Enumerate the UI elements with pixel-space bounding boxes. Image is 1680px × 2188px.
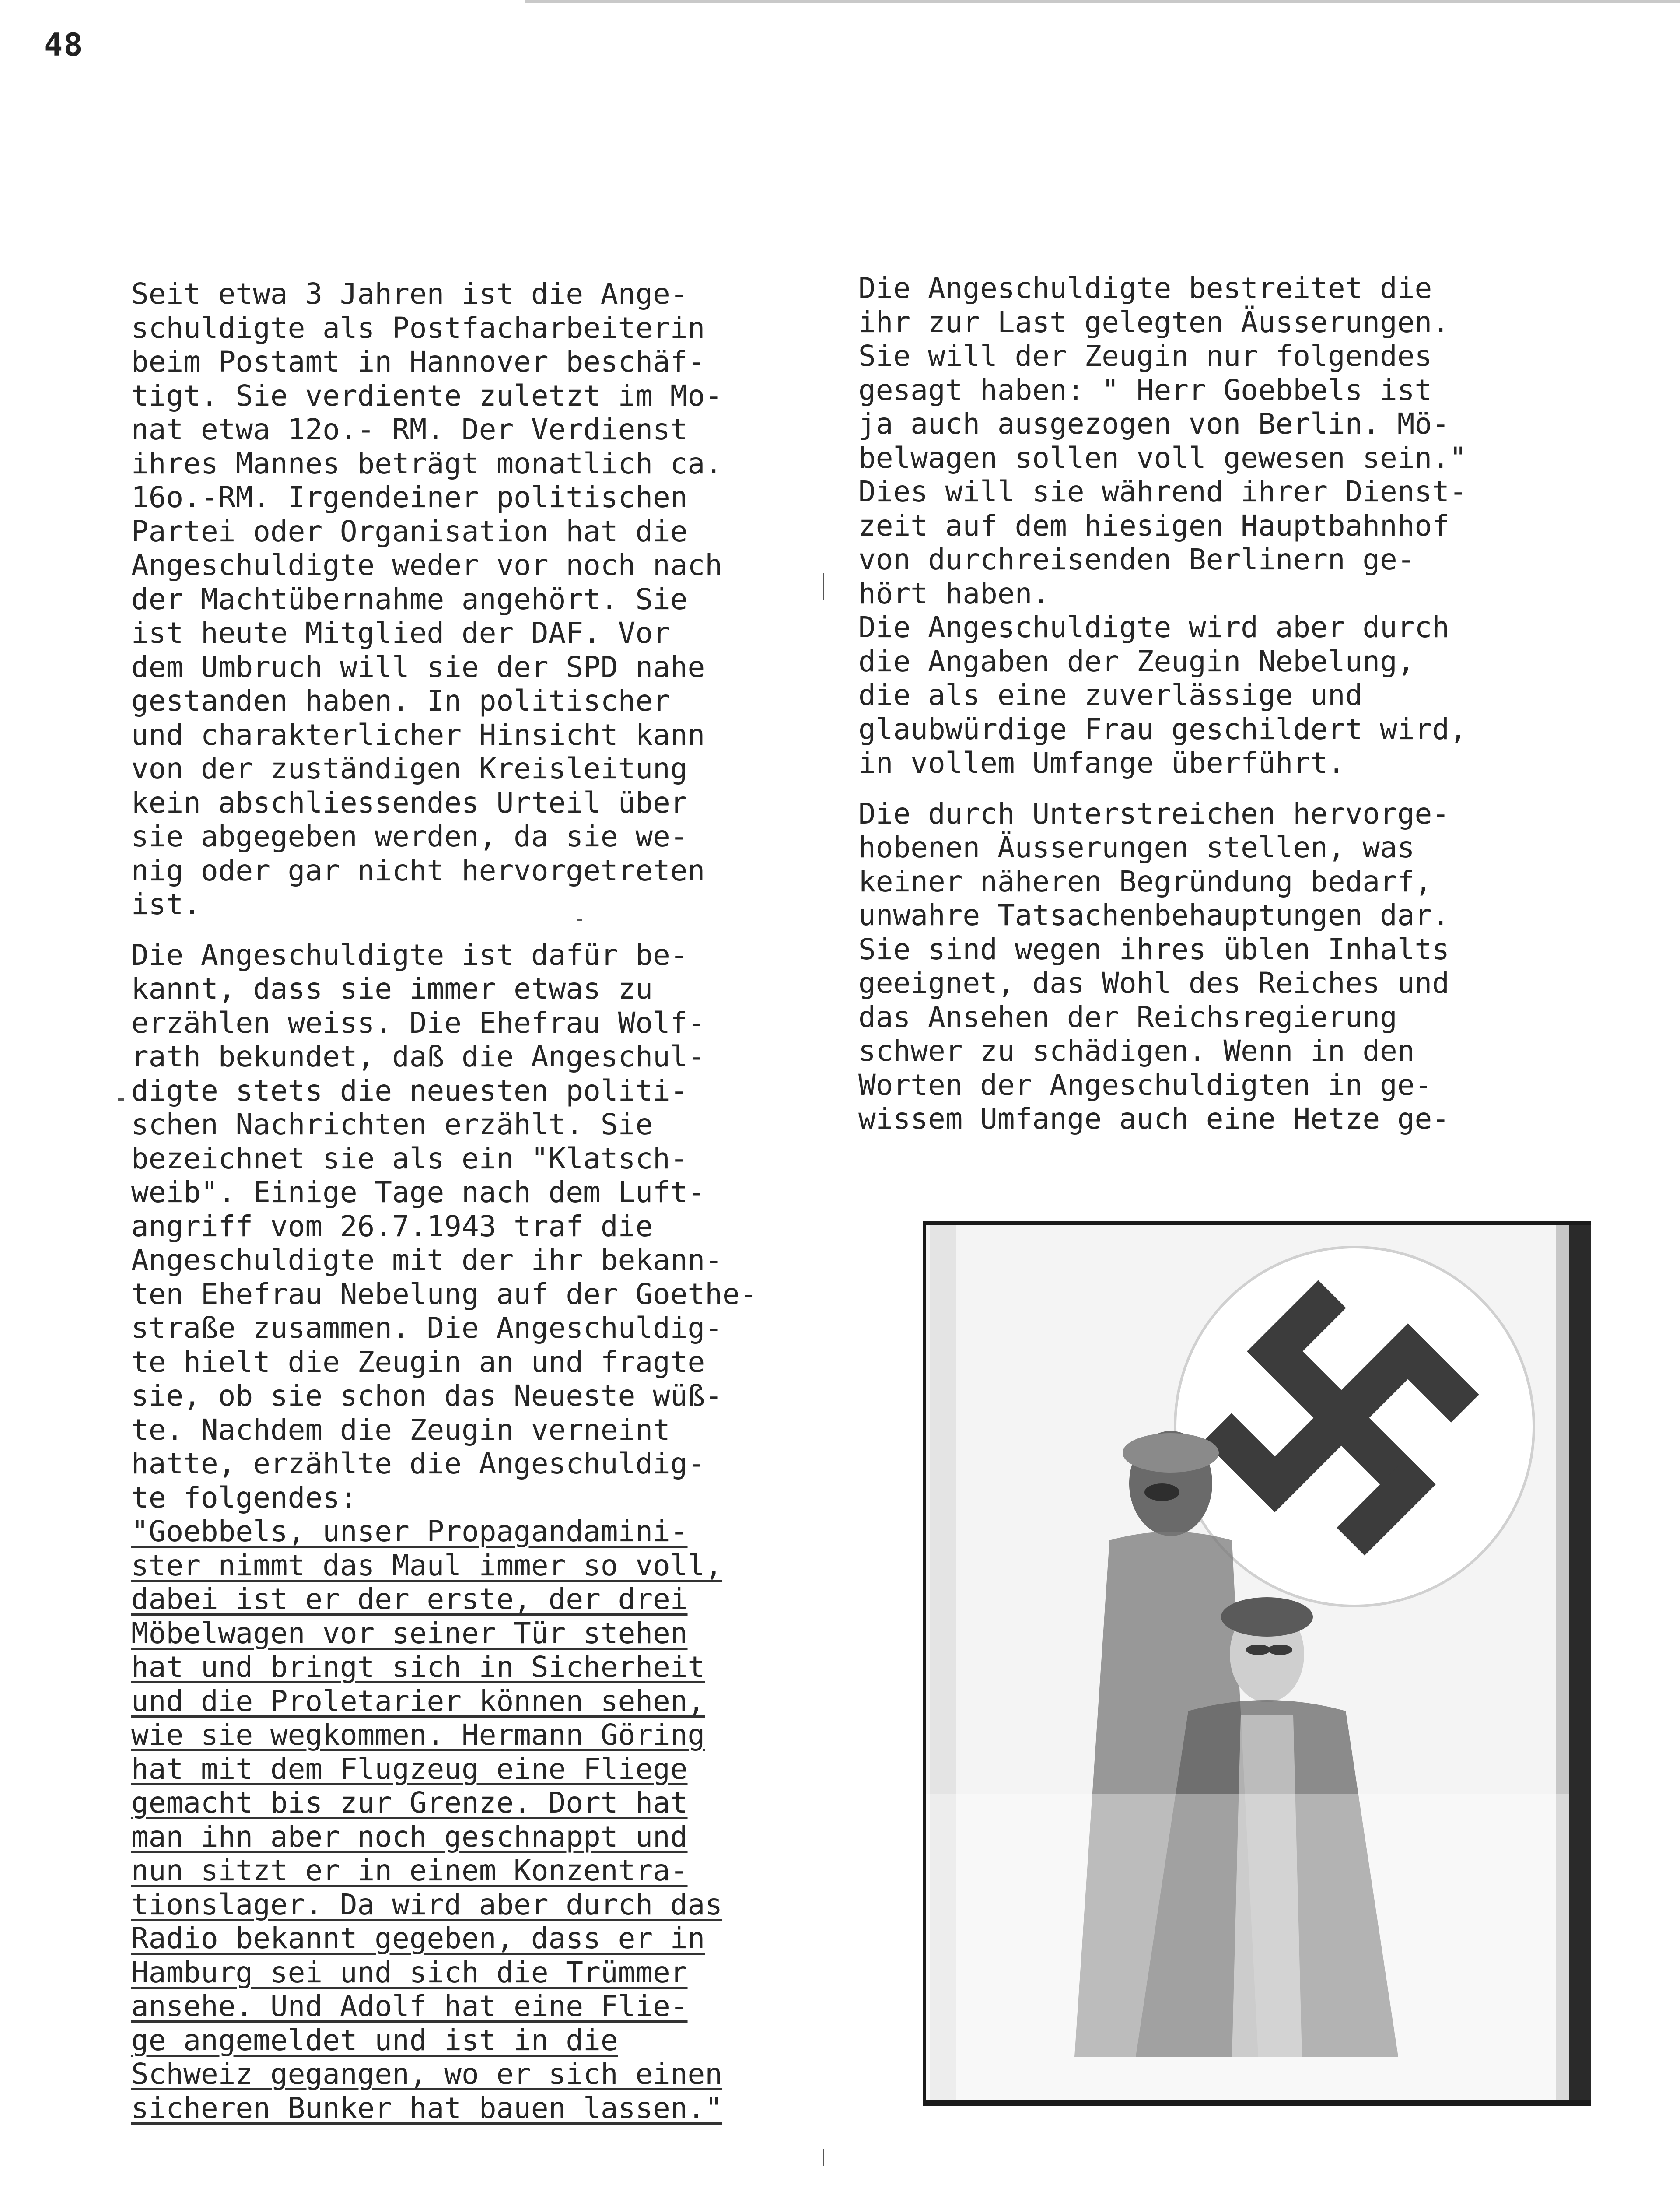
text-line: die als eine zuverlässige und — [858, 678, 1363, 712]
text-line: Seit etwa 3 Jahren ist die Ange- — [131, 277, 688, 311]
text-line: rath bekundet, daß die Angeschul- — [131, 1040, 705, 1073]
text-line: hört haben. — [858, 576, 1050, 610]
text-line: tigt. Sie verdiente zuletzt im Mo- — [131, 379, 723, 413]
text-line: kannt, dass sie immer etwas zu — [131, 972, 653, 1006]
historical-photograph — [923, 1221, 1591, 2106]
text-line: bezeichnet sie als ein "Klatsch- — [131, 1141, 688, 1175]
text-line: und die Proletarier können sehen, — [131, 1684, 705, 1718]
left-paragraph-2 — [131, 938, 875, 1515]
text-line: gemacht bis zur Grenze. Dort hat — [131, 1786, 688, 1820]
text-line: ten Ehefrau Nebelung auf der Goethe- — [131, 1277, 757, 1311]
text-line: straße zusammen. Die Angeschuldig- — [131, 1311, 723, 1345]
text-line: Sie will der Zeugin nur folgendes — [858, 339, 1432, 373]
text-line: Die durch Unterstreichen hervorge- — [858, 796, 1450, 831]
right-paragraph-1 — [858, 271, 1602, 780]
text-line: hatte, erzählte die Angeschuldig- — [131, 1447, 705, 1480]
text-line: hat mit dem Flugzeug eine Fliege — [131, 1752, 688, 1786]
text-line: in vollem Umfange überführt. — [858, 746, 1345, 780]
text-line: schen Nachrichten erzählt. Sie — [131, 1108, 653, 1141]
text-line: Dies will sie während ihrer Dienst- — [858, 475, 1467, 508]
text-line: schwer zu schädigen. Wenn in den — [858, 1034, 1415, 1068]
text-line: ist. — [131, 887, 201, 921]
text-line: der Machtübernahme angehört. Sie — [131, 582, 688, 616]
scan-speck — [118, 1098, 124, 1101]
text-line: wissem Umfange auch eine Hetze ge- — [858, 1102, 1450, 1136]
text-line: erzählen weiss. Die Ehefrau Wolf- — [131, 1006, 705, 1040]
text-line: ster nimmt das Maul immer so voll, — [131, 1548, 723, 1582]
left-paragraph-1 — [131, 277, 875, 922]
text-line: dabei ist er der erste, der drei — [131, 1582, 688, 1616]
text-line: von der zuständigen Kreisleitung — [131, 752, 688, 785]
underlined-quote — [131, 1515, 875, 2125]
text-line: dem Umbruch will sie der SPD nahe — [131, 650, 705, 684]
text-line: sie, ob sie schon das Neueste wüß- — [131, 1379, 723, 1413]
text-line: sie abgegeben werden, da sie we- — [131, 820, 688, 853]
photograph-icon — [926, 1225, 1591, 2100]
text-line: von durchreisenden Berlinern ge- — [858, 543, 1415, 576]
scan-speck — [822, 2149, 824, 2166]
text-line: te hielt die Zeugin an und fragte — [131, 1345, 705, 1379]
text-line: Sie sind wegen ihres üblen Inhalts — [858, 932, 1450, 966]
text-line: hat und bringt sich in Sicherheit — [131, 1650, 705, 1684]
scan-speck — [822, 573, 824, 600]
left-column — [131, 277, 875, 2125]
text-line: te. Nachdem die Zeugin verneint — [131, 1413, 670, 1447]
text-line: unwahre Tatsachenbehauptungen dar. — [858, 898, 1450, 932]
text-line: zeit auf dem hiesigen Hauptbahnhof — [858, 508, 1450, 543]
text-line: 16o.-RM. Irgendeiner politischen — [131, 480, 688, 514]
text-line: Radio bekannt gegeben, dass er in — [131, 1922, 705, 1955]
text-line: Möbelwagen vor seiner Tür stehen — [131, 1616, 688, 1650]
text-line: belwagen sollen voll gewesen sein." — [858, 441, 1467, 475]
text-line: ja auch ausgezogen von Berlin. Mö- — [858, 407, 1450, 441]
text-line: und charakterlicher Hinsicht kann — [131, 718, 705, 752]
text-line: ansehe. Und Adolf hat eine Flie- — [131, 1989, 688, 2023]
text-line: digte stets die neuesten politi- — [131, 1073, 688, 1108]
text-line: sicheren Bunker hat bauen lassen." — [131, 2091, 723, 2125]
page-number: 48 — [44, 26, 84, 63]
text-line: das Ansehen der Reichsregierung — [858, 1000, 1397, 1034]
text-line: ihres Mannes beträgt monatlich ca. — [131, 446, 723, 480]
text-line: man ihn aber noch geschnappt und — [131, 1820, 688, 1854]
text-line: ge angemeldet und ist in die — [131, 2023, 618, 2057]
scan-top-edge — [525, 0, 1680, 3]
text-line: "Goebbels, unser Propagandamini- — [131, 1515, 688, 1548]
text-line: Angeschuldigte mit der ihr bekann- — [131, 1243, 723, 1277]
text-line: hobenen Äusserungen stellen, was — [858, 831, 1415, 864]
text-line: glaubwürdige Frau geschildert wird, — [858, 712, 1467, 746]
text-line: geeignet, das Wohl des Reiches und — [858, 966, 1450, 1000]
text-line: gesagt haben: " Herr Goebbels ist — [858, 373, 1432, 407]
text-line: Die Angeschuldigte ist dafür be- — [131, 938, 688, 972]
text-line: te folgendes: — [131, 1480, 357, 1515]
text-line: nat etwa 12o.- RM. Der Verdienst — [131, 413, 688, 446]
text-line: angriff vom 26.7.1943 traf die — [131, 1209, 653, 1243]
text-line: Angeschuldigte weder vor noch nach — [131, 548, 723, 582]
text-line: die Angaben der Zeugin Nebelung, — [858, 644, 1415, 678]
right-column — [858, 271, 1602, 1136]
text-line: tionslager. Da wird aber durch das — [131, 1887, 723, 1922]
text-line: beim Postamt in Hannover beschäf- — [131, 345, 705, 379]
text-line: weib". Einige Tage nach dem Luft- — [131, 1175, 705, 1209]
text-line: Hamburg sei und sich die Trümmer — [131, 1955, 688, 1989]
text-line: gestanden haben. In politischer — [131, 684, 670, 718]
text-line: ist heute Mitglied der DAF. Vor — [131, 616, 670, 650]
text-line: nun sitzt er in einem Konzentra- — [131, 1854, 688, 1887]
text-line: Partei oder Organisation hat die — [131, 514, 688, 548]
text-line: Worten der Angeschuldigten in ge- — [858, 1068, 1432, 1102]
text-line: kein abschliessendes Urteil über — [131, 785, 688, 820]
text-line: schuldigte als Postfacharbeiterin — [131, 311, 705, 345]
text-line: Die Angeschuldigte bestreitet die — [858, 271, 1432, 305]
text-line: ihr zur Last gelegten Äusserungen. — [858, 305, 1450, 339]
text-line: Schweiz gegangen, wo er sich einen — [131, 2057, 723, 2091]
text-line: keiner näheren Begründung bedarf, — [858, 864, 1432, 898]
text-line: Die Angeschuldigte wird aber durch — [858, 610, 1450, 644]
scan-speck — [578, 919, 582, 921]
text-line: nig oder gar nicht hervorgetreten — [131, 853, 705, 887]
right-paragraph-2 — [858, 797, 1602, 1136]
text-line: wie sie wegkommen. Hermann Göring — [131, 1718, 705, 1752]
